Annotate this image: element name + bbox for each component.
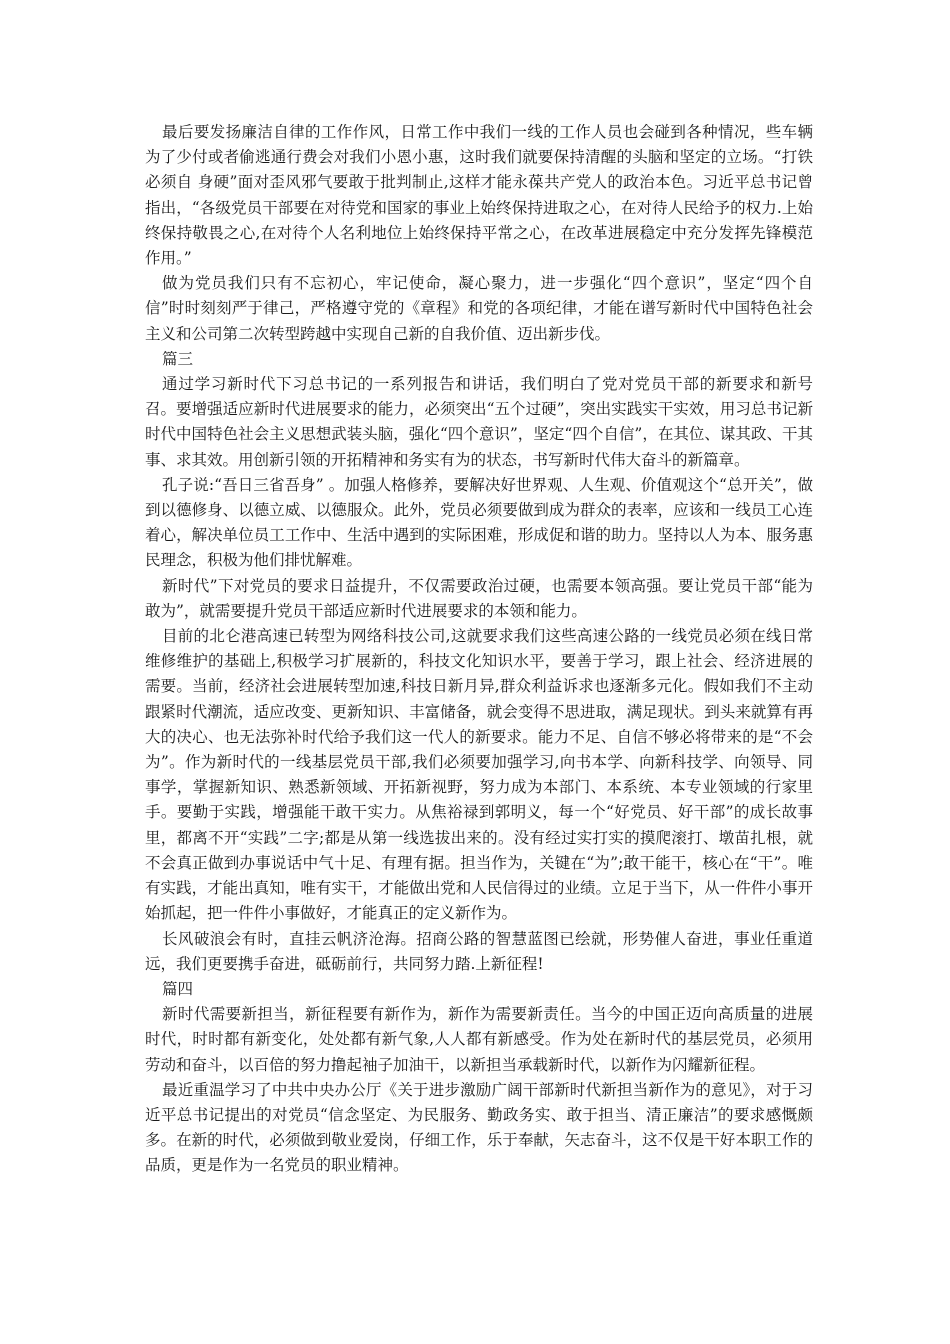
paragraph: 新时代”下对党员的要求日益提升，不仅需要政治过硬，也需要本领高强。要让党员干部“能为敢为”，就需要提升党员干部适应新时代进展要求的本领和能力。 xyxy=(145,576,813,620)
paragraph: 最近重温学习了中共中央办公厅《关于进步激励广阔干部新时代新担当新作为的意见》，对于习近平总书记提出的对党员“信念坚定、为民服务、勤政务实、敢于担当、清正廉洁”的要求感慨颇多。在新的时代，必须做到敬业爱岗，仔细工作，乐于奉献，矢志奋斗，这不仅是干好本职工作的品质，更是作为一名党员的职业精神。 xyxy=(145,1080,813,1175)
paragraph: 长风破浪会有时，直挂云帆济沧海。招商公路的智慧蓝图已绘就，形势催人奋进，事业任重道远，我们更要携手奋进，砥砺前行，共同努力踏.上新征程! xyxy=(145,929,813,973)
document-body xyxy=(145,120,813,1179)
paragraph: 新时代需要新担当，新征程要有新作为，新作为需要新责任。当今的中国正迈向高质量的进展时代，时时都有新变化，处处都有新气象,人人都有新感受。作为处在新时代的基层党员，必须用劳动和奋斗，以百倍的努力撸起袖子加油干，以新担当承载新时代，以新作为闪耀新征程。 xyxy=(145,1005,813,1074)
section-heading: 篇四 xyxy=(162,979,194,998)
paragraph: 目前的北仑港高速已转型为网络科技公司,这就要求我们这些高速公路的一线党员必须在线日常维修维护的基础上,积极学习扩展新的，科技文化知识水平，要善于学习，跟上社会、经济进展的需要。当前，经济社会进展转型加速,科技日新月异,群众利益诉求也逐渐多元化。假如我们不主动跟紧时代潮流，适应改变、更新知识、丰富储备，就会变得不思进取，满足现状。到头来就算有再大的决心、也无法弥补时代给予我们这一代人的新要求。能力不足、自信不够必将带来的是“不会为”。作为新时代的一线基层党员干部,我们必须要加强学习,向书本学、向新科技学、向领导、同事学，掌握新知识、熟悉新领域、开拓新视野，努力成为本部门、本系统、本专业领域的行家里手。要勤于实践，增强能干敢干实力。从焦裕禄到郭明义，每一个“好党员、好干部”的成长故事里，都离不开“实践”二字;都是从第一线选拔出来的。没有经过实打实的摸爬滚打、墩苗扎根，就不会真正做到办事说话中气十足、有理有据。担当作为，关键在“为”;敢干能干，核心在“干”。唯有实践，才能出真知，唯有实干，才能做出党和人民信得过的业绩。立足于当下，从一件件小事开始抓起，把一件件小事做好，才能真正的定义新作为。 xyxy=(145,627,813,923)
paragraph: 通过学习新时代下习总书记的一系列报告和讲话，我们明白了党对党员干部的新要求和新号召。要增强适应新时代进展要求的能力，必须突出“五个过硬”，突出实践实干实效，用习总书记新时代中国特色社会主义思想武装头脑，强化“四个意识”，坚定“四个自信”，在其位、谋其政、干其事、求其效。用创新引领的开拓精神和务实有为的状态，书写新时代伟大奋斗的新篇章。 xyxy=(145,375,813,469)
paragraph: 做为党员我们只有不忘初心，牢记使命，凝心聚力，进一步强化“四个意识”，坚定“四个自信”时时刻刻严于律己，严格遵守党的《章程》和党的各项纪律，才能在谱写新时代中国特色社会主义和公司第二次转型跨越中实现自己新的自我价值、迈出新步伐。 xyxy=(145,274,813,343)
paragraph: 最后要发扬廉洁自律的工作作风，日常工作中我们一线的工作人员也会碰到各种情况，些车辆为了少付或者偷逃通行费会对我们小恩小惠，这时我们就要保持清醒的头脑和坚定的立场。“打铁必须自 身硬”面对歪风邪气要敢于批判制止,这样才能永葆共产党人的政治本色。习近平总书记曾指出，“各级党员干部要在对待党和国家的事业上始终保持进取之心，在对待人民给予的权力.上始终保持敬畏之心,在对待个人名利地位上始终保持平常之心，在改革进展稳定中充分发挥先锋模范作用。” xyxy=(145,123,813,268)
paragraph: 孔子说:“吾日三省吾身” 。加强人格修养，要解决好世界观、人生观、价值观这个“总开关”，做到以德修身、以德立威、以德服众。此外，党员必须要做到成为群众的表率，应该和一线员工心连着心，解决单位员工工作中、生活中遇到的实际困难，形成促和谐的助力。坚持以人为本、服务惠民理念，积极为他们排忧解难。 xyxy=(145,475,813,570)
section-heading: 篇三 xyxy=(162,349,194,368)
